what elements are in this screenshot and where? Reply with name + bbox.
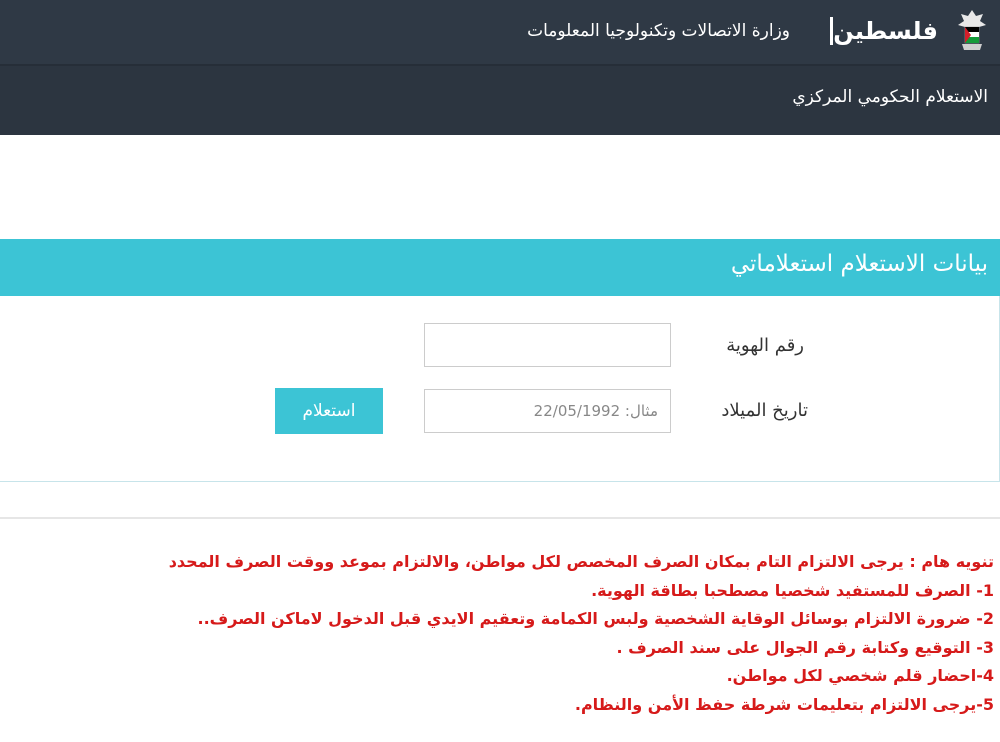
notice-line: 3- التوقيع وكتابة رقم الجوال على سند الصرف . (616, 637, 994, 657)
notice-line: 5-يرجى الالتزام بتعليمات شرطة حفظ الأمن والنظام. (574, 694, 994, 714)
notice-line: تنويه هام : يرجى الالتزام التام بمكان الصرف المخصص لكل مواطن، والالتزام بموعد ووقت الصرف المحدد (168, 552, 994, 571)
notice-line: 2- ضرورة الالتزام بوسائل الوقاية الشخصية ولبس الكمامة وتعقيم الايدي قبل الدخول لاماكن الصرف.. (197, 609, 994, 629)
panel-title: بيانات الاستعلام استعلاماتي (730, 251, 988, 277)
panel-header (0, 239, 1000, 296)
notice-line: 4-احضار قلم شخصي لكل مواطن. (726, 666, 994, 686)
birth-date-input[interactable] (424, 389, 671, 433)
section-divider (0, 517, 1000, 519)
important-notice (0, 548, 994, 720)
country-title: فلسطين (833, 17, 938, 45)
palestine-emblem-icon (956, 8, 988, 54)
ministry-title: وزارة الاتصالات وتكنولوجيا المعلومات (527, 21, 790, 41)
service-title: الاستعلام الحكومي المركزي (792, 87, 988, 107)
notice-line: 1- الصرف للمستفيد شخصيا مصطحبا بطاقة الهوية. (591, 580, 994, 600)
id-number-input[interactable] (424, 323, 671, 367)
top-header (0, 0, 1000, 66)
sub-header (0, 66, 1000, 135)
birth-date-label: تاريخ الميلاد (721, 400, 808, 421)
inquiry-submit-button[interactable]: استعلام (275, 388, 383, 434)
id-number-label: رقم الهوية (726, 335, 804, 356)
header-separator (830, 17, 833, 45)
